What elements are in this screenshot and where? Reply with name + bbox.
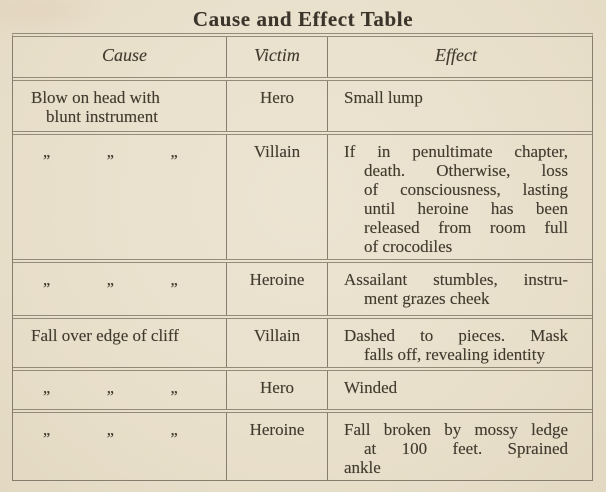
effect-text-line: Dashed to pieces. Mask bbox=[344, 326, 568, 345]
table-row bbox=[13, 371, 592, 413]
cause-cell bbox=[13, 413, 227, 480]
cause-cell bbox=[13, 263, 227, 315]
ditto-mark: ,, bbox=[43, 378, 50, 397]
table-row bbox=[13, 135, 592, 263]
victim-cell: Heroine bbox=[227, 263, 328, 315]
effect-text-line: of consciousness, lasting bbox=[364, 180, 568, 199]
effect-text-line: ankle bbox=[344, 458, 381, 477]
effect-text-line: released from room full bbox=[364, 218, 568, 237]
table-row bbox=[13, 81, 592, 135]
ditto-mark: ,, bbox=[170, 142, 177, 161]
victim-cell: Villain bbox=[227, 135, 328, 259]
effect-text-line: Fall broken by mossy ledge bbox=[344, 420, 568, 439]
effect-text-line: of crocodiles bbox=[364, 237, 453, 256]
effect-cell bbox=[328, 319, 592, 367]
column-header-cause: Cause bbox=[13, 37, 227, 77]
ditto-mark: ,, bbox=[43, 420, 50, 439]
ditto-marks bbox=[43, 420, 177, 439]
table-row bbox=[13, 319, 592, 371]
ditto-mark: ,, bbox=[43, 270, 50, 289]
ditto-mark: ,, bbox=[43, 142, 50, 161]
cause-cell bbox=[13, 319, 227, 367]
effect-cell bbox=[328, 263, 592, 315]
cause-text-line: Fall over edge of cliff bbox=[31, 326, 179, 345]
ditto-mark: ,, bbox=[170, 378, 177, 397]
cause-text-line: Blow on head with bbox=[31, 88, 160, 107]
effect-text-line: at 100 feet. Sprained bbox=[364, 439, 568, 458]
ditto-marks bbox=[43, 378, 177, 397]
cause-cell bbox=[13, 135, 227, 259]
victim-cell: Hero bbox=[227, 371, 328, 409]
victim-cell: Hero bbox=[227, 81, 328, 131]
table-row bbox=[13, 263, 592, 319]
victim-cell: Heroine bbox=[227, 413, 328, 480]
table-row bbox=[13, 413, 592, 480]
effect-cell bbox=[328, 413, 592, 480]
column-header-victim: Victim bbox=[227, 37, 328, 77]
effect-text-line: until heroine has been bbox=[364, 199, 568, 218]
cause-cell bbox=[13, 371, 227, 409]
effect-cell bbox=[328, 81, 592, 131]
table-header-row bbox=[13, 37, 592, 81]
page-title: Cause and Effect Table bbox=[192, 7, 414, 31]
effect-text-line: Small lump bbox=[344, 88, 423, 107]
effect-text-line: death. Otherwise, loss bbox=[364, 161, 568, 180]
cause-cell bbox=[13, 81, 227, 131]
column-header-effect: Effect bbox=[435, 45, 477, 65]
effect-text-line: Winded bbox=[344, 378, 398, 397]
cause-text-line: blunt instrument bbox=[46, 107, 158, 126]
effect-cell bbox=[328, 371, 592, 409]
cause-effect-table bbox=[12, 33, 593, 481]
effect-text-line: falls off, revealing identity bbox=[364, 345, 545, 364]
effect-text-line: If in penultimate chapter, bbox=[344, 142, 568, 161]
ditto-mark: ,, bbox=[170, 420, 177, 439]
victim-cell: Villain bbox=[227, 319, 328, 367]
ditto-marks bbox=[43, 270, 177, 289]
ditto-marks bbox=[43, 142, 177, 161]
ditto-mark: ,, bbox=[170, 270, 177, 289]
ditto-mark: ,, bbox=[106, 420, 114, 439]
effect-text-line: Assailant stumbles, instru- bbox=[344, 270, 568, 289]
ditto-mark: ,, bbox=[106, 142, 114, 161]
effect-cell bbox=[328, 135, 592, 259]
effect-text-line: ment grazes cheek bbox=[364, 289, 490, 308]
ditto-mark: ,, bbox=[106, 378, 114, 397]
ditto-mark: ,, bbox=[106, 270, 114, 289]
